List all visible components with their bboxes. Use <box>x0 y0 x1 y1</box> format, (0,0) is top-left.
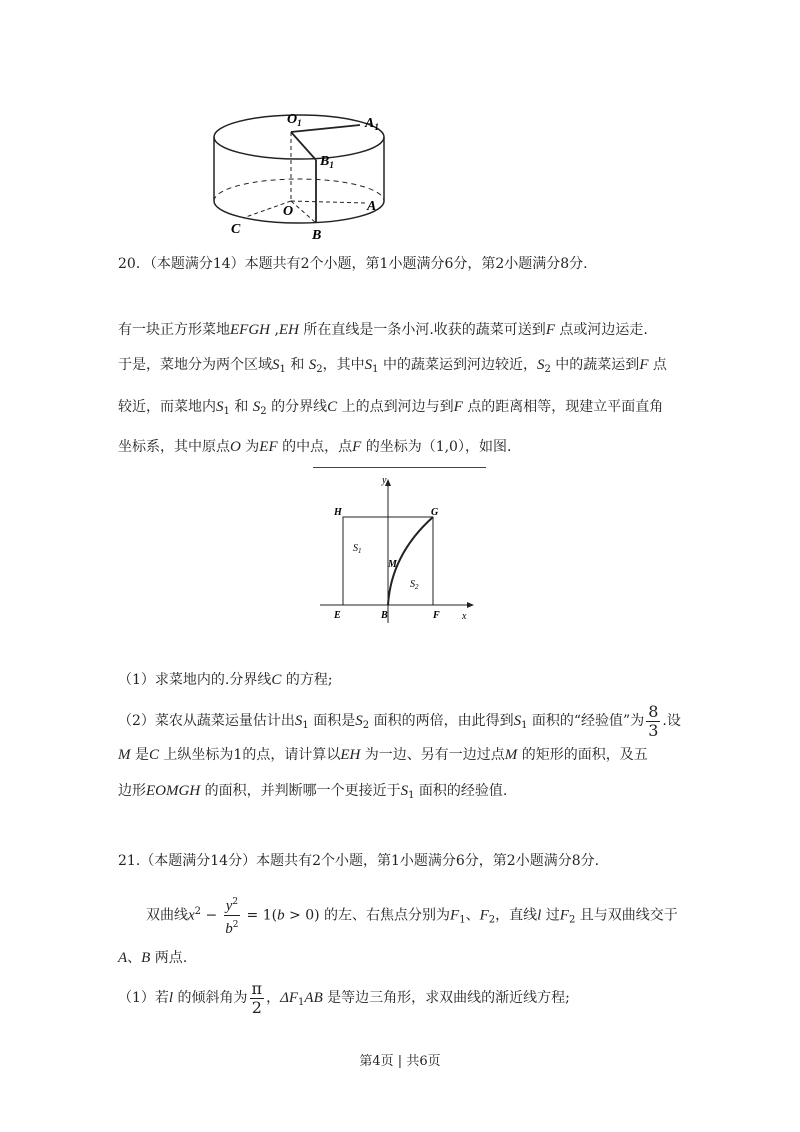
subscript: 2 <box>316 364 323 375</box>
text: ， <box>266 990 281 1006</box>
text: 面积的“经验值”为 <box>527 713 645 729</box>
label-f: F <box>433 610 440 621</box>
fraction-y2-b2 <box>224 893 240 938</box>
text: 坐标系，其中原点 <box>118 439 230 455</box>
label-o1: O <box>287 112 298 127</box>
subscript: 1 <box>372 364 379 375</box>
fraction-pi-2 <box>250 980 265 1017</box>
separator-rule <box>313 467 486 468</box>
subscript: 2 <box>544 364 551 375</box>
label-c: C <box>231 222 241 237</box>
q20-paragraph-1 <box>118 320 648 340</box>
denominator: 3 <box>648 720 659 740</box>
label-a1-sub: 1 <box>374 122 379 132</box>
numerator: 8 <box>648 701 659 721</box>
q20-part-2-line-3 <box>118 781 507 806</box>
text: （1）求菜地内的.分界线 <box>118 672 272 688</box>
math-s: S <box>400 783 409 799</box>
math-l: l <box>168 990 174 1006</box>
math-f: F <box>450 907 460 924</box>
text: 中的蔬菜运到河边较近， <box>378 357 537 373</box>
math-f: F <box>352 439 362 455</box>
subscript: 2 <box>488 914 496 926</box>
label-o: O <box>283 204 294 219</box>
superscript: 2 <box>194 906 202 917</box>
q20-paragraph-4 <box>118 437 511 457</box>
math-m: M <box>118 747 131 763</box>
label-h: H <box>334 507 342 518</box>
subscript: 2 <box>260 406 267 417</box>
text: 面积的经验值. <box>414 783 508 799</box>
text: 点 <box>648 357 667 373</box>
label-s2: S <box>410 579 415 590</box>
math-l: l <box>537 907 542 924</box>
label-b-axis: B <box>381 610 388 621</box>
text: 于是，菜地分为两个区域 <box>118 357 272 373</box>
text: 的中点，点 <box>277 439 353 455</box>
label-a1: A <box>365 116 375 131</box>
math-s: S <box>294 713 303 729</box>
label-b: B <box>312 228 322 243</box>
subscript: 1 <box>521 720 528 731</box>
subscript: 1 <box>279 364 286 375</box>
q20-part-1 <box>118 670 333 690</box>
text: 的方程; <box>281 672 333 688</box>
q20-paragraph-2 <box>118 355 667 380</box>
text: 的倾斜角为 <box>173 990 248 1006</box>
math-y: y <box>225 898 233 915</box>
math-s: S <box>252 399 261 415</box>
text: .设 <box>662 713 681 729</box>
text: 双曲线 <box>146 907 188 924</box>
text: 的分界线 <box>266 399 328 415</box>
label-a: A <box>367 199 377 214</box>
label-x: x <box>462 611 467 622</box>
math-f: F <box>479 907 489 924</box>
math-f: F <box>639 357 649 373</box>
text: 的矩形的面积，及五 <box>517 747 648 763</box>
text: 面积的两倍，由此得到 <box>369 713 514 729</box>
svg-text:S1 <box>353 543 362 555</box>
q21-part-1 <box>118 978 570 1023</box>
text: ，其中 <box>322 357 365 373</box>
text: 的面积，并判断哪一个更接近于 <box>200 783 401 799</box>
math-m: M <box>504 747 518 763</box>
q20-paragraph-3 <box>118 397 663 422</box>
label-y: y <box>382 475 387 486</box>
superscript: 2 <box>232 897 239 908</box>
math-s: S <box>308 357 317 373</box>
math-ab: AB <box>304 990 323 1006</box>
text: 上的点到河边与到 <box>337 399 454 415</box>
math-a: A <box>118 950 128 966</box>
text: （1）若 <box>118 990 169 1006</box>
math-triangle: ΔF <box>280 990 299 1006</box>
text: 点或河边运走. <box>554 322 648 338</box>
text: 上纵坐标为1的点，请计算以 <box>158 747 341 763</box>
label-b1: B <box>320 154 330 169</box>
text: 且与双曲线交于 <box>575 907 678 924</box>
text: − <box>201 907 222 924</box>
text: 所在直线是一条小河.收获的蔬菜可送到 <box>298 322 546 338</box>
label-m: M <box>388 559 397 570</box>
superscript: 2 <box>232 920 239 931</box>
svg-text:S2 <box>410 579 419 591</box>
math-s: S <box>272 357 280 373</box>
text: 、 <box>127 950 142 966</box>
text: 的坐标为（1,0），如图. <box>361 439 512 455</box>
label-g: G <box>431 507 439 518</box>
math-b: b <box>277 907 285 924</box>
fraction-8-3 <box>646 703 660 740</box>
label-s1: S <box>353 543 358 554</box>
svg-text:A1 <box>364 116 379 132</box>
text: 和 <box>229 399 253 415</box>
math-eh: EH <box>278 322 299 338</box>
label-s2-sub: 2 <box>415 583 419 591</box>
text: 为 <box>240 439 260 455</box>
math-x: x <box>188 907 195 924</box>
svg-text:B1 <box>319 154 334 170</box>
text: 是等边三角形，求双曲线的渐近线方程; <box>322 990 570 1006</box>
text: 有一块正方形菜地 <box>118 322 230 338</box>
math-f: F <box>545 322 555 338</box>
text: 过 <box>541 907 560 924</box>
subscript: 1 <box>302 720 309 731</box>
text: （2）菜农从蔬菜运量估计出 <box>118 713 295 729</box>
text: , <box>270 322 279 338</box>
label-b1-sub: 1 <box>329 160 334 170</box>
text: 是 <box>130 747 149 763</box>
text: 面积是 <box>308 713 356 729</box>
math-s: S <box>513 713 522 729</box>
subscript: 2 <box>362 720 370 731</box>
q21-header: 21.（本题满分14分）本题共有2个小题，第1小题满分6分，第2小题满分8分. <box>118 853 600 869</box>
math-f: F <box>453 399 463 415</box>
page-footer: 第4页 | 共6页 <box>359 1054 441 1069</box>
text: 为一边、另有一边过点 <box>360 747 505 763</box>
math-b: b <box>225 921 233 938</box>
label-o1-sub: 1 <box>297 118 302 128</box>
subscript: 2 <box>568 914 576 926</box>
math-eh: EH <box>340 747 361 763</box>
text: 和 <box>285 357 309 373</box>
subscript: 1 <box>223 406 230 417</box>
label-s1-sub: 1 <box>358 547 362 555</box>
subscript: 1 <box>459 914 466 926</box>
q20-part-2-line-1 <box>118 701 681 746</box>
label-e: E <box>334 610 341 621</box>
math-efgh: EFGH <box>230 322 270 338</box>
numerator: π <box>251 978 263 998</box>
cylinder-figure <box>195 105 405 245</box>
math-s: S <box>216 399 224 415</box>
text: 两点. <box>150 950 188 966</box>
subscript: 1 <box>408 790 415 801</box>
text: 边形 <box>118 783 146 799</box>
text: 中的蔬菜运到 <box>550 357 640 373</box>
denominator: 2 <box>251 997 262 1017</box>
math-s: S <box>364 357 373 373</box>
text: 点的距离相等，现建立平面直角 <box>462 399 664 415</box>
math-c: C <box>271 672 282 688</box>
math-ef: EF <box>259 439 278 455</box>
math-s: S <box>355 713 363 729</box>
text: 较近，而菜地内 <box>118 399 216 415</box>
q21-paragraph-1 <box>146 892 678 941</box>
text: > 0) <box>284 907 320 924</box>
text: 的左、右焦点分别为 <box>319 907 451 924</box>
q20-part-2-line-2 <box>118 745 648 765</box>
text: ，直线 <box>495 907 538 924</box>
math-c: C <box>327 399 338 415</box>
text: 、 <box>465 907 480 924</box>
math-o: O <box>230 439 241 455</box>
math-f: F <box>559 907 569 924</box>
q21-paragraph-2 <box>118 948 187 968</box>
math-s: S <box>536 357 545 373</box>
text: = 1( <box>242 907 278 924</box>
math-eomgh: EOMGH <box>146 783 201 799</box>
math-c: C <box>148 747 159 763</box>
q20-header: 20．（本题满分14）本题共有2个小题，第1小题满分6分，第2小题满分8分. <box>118 256 588 272</box>
math-b: B <box>141 950 151 966</box>
square-field-figure <box>318 473 478 628</box>
subscript: 1 <box>298 997 305 1008</box>
